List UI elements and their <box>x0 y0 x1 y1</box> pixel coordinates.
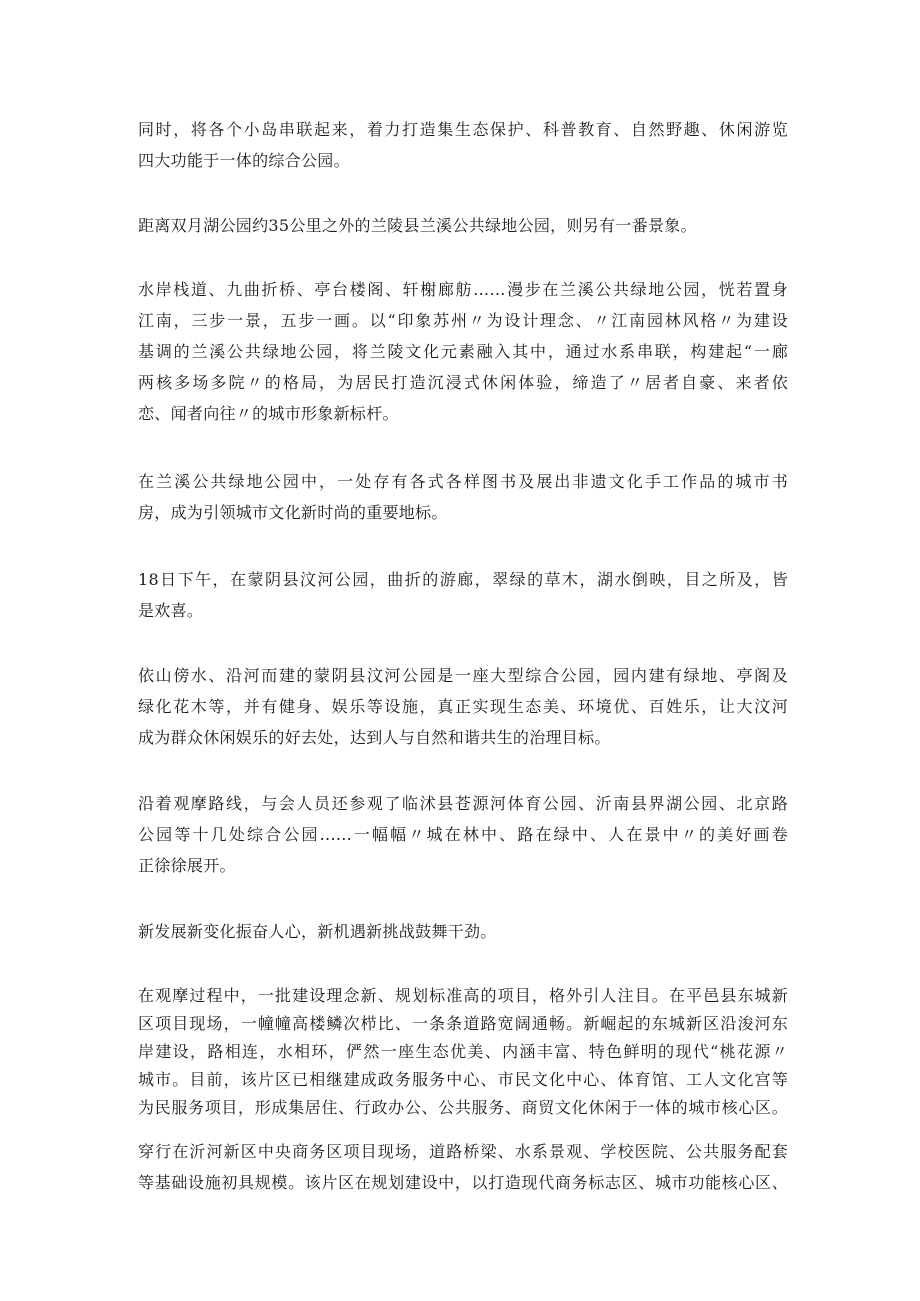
paragraph-line: 为民服务项目，形成集居住、行政办公、公共服务、商贸文化休闲于一体的城市核心区。 <box>138 1098 788 1117</box>
paragraph-line: 江南，三步一景，五步一画。以“印象苏州〃为设计理念、〃江南园林风格〃为建设 <box>138 311 788 330</box>
paragraph-line: 新发展新变化振奋人心，新机遇新挑战鼓舞干劲。 <box>138 922 497 941</box>
paragraph-line: 同时，将各个小岛串联起来，着力打造集生态保护、科普教育、自然野趣、休闲游览 <box>138 120 788 139</box>
paragraph-7 <box>138 788 788 881</box>
paragraph-1 <box>138 114 788 176</box>
paragraph-line: 依山傍水、沿河而建的蒙阴县汶河公园是一座大型综合公园，园内建有绿地、亭阁及 <box>138 666 788 685</box>
paragraph-line: 岸建设，路相连，水相环，俨然一座生态优美、内涵丰富、特色鲜明的现代“桃花源〃 <box>138 1042 788 1061</box>
paragraph-3 <box>138 274 788 429</box>
paragraph-line: 成为群众休闲娱乐的好去处，达到人与自然和谐共生的治理目标。 <box>138 728 611 747</box>
paragraph-line: 公园等十几处综合公园......一幅幅〃城在林中、路在绿中、人在景中〃的美好画卷 <box>138 825 788 844</box>
paragraph-line: 等基础设施初具规模。该片区在规划建设中，以打造现代商务标志区、城市功能核心区、 <box>138 1173 788 1192</box>
paragraph-line: 恋、闻者向往〃的城市形象新标杆。 <box>138 404 399 423</box>
paragraph-line: 在观摩过程中，一批建设理念新、规划标准高的项目，格外引人注目。在平邑县东城新 <box>138 986 788 1005</box>
paragraph-line: 穿行在沂河新区中央商务区项目现场，道路桥梁、水系景观、学校医院、公共服务配套 <box>138 1142 788 1161</box>
paragraph-10 <box>138 1136 788 1198</box>
paragraph-line: 城市。目前，该片区已相继建成政务服务中心、市民文化中心、体育馆、工人文化宫等 <box>138 1070 788 1089</box>
paragraph-line: 是欢喜。 <box>138 601 204 620</box>
paragraph-6 <box>138 660 788 753</box>
paragraph-line: 距离双月湖公园约35公里之外的兰陵县兰溪公共绿地公园，则另有一番景象。 <box>138 216 697 235</box>
paragraph-line: 水岸栈道、九曲折桥、亭台楼阁、轩榭廊舫……漫步在兰溪公共绿地公园，恍若置身 <box>138 280 788 299</box>
paragraph-line: 沿着观摩路线，与会人员还参观了临沭县苍源河体育公园、沂南县界湖公园、北京路 <box>138 794 788 813</box>
paragraph-line: 区项目现场，一幢幢高楼鳞次栉比、一条条道路宽阔通畅。新崛起的东城新区沿浚河东 <box>138 1014 788 1033</box>
paragraph-line: 两核多场多院〃的格局，为居民打造沉浸式休闲体验，缔造了〃居者自豪、来者依 <box>138 373 788 392</box>
paragraph-5 <box>138 564 788 626</box>
paragraph-line: 房，成为引领城市文化新时尚的重要地标。 <box>138 503 448 522</box>
paragraph-9 <box>138 982 788 1122</box>
paragraph-line: 18日下午，在蒙阴县汶河公园，曲折的游廊，翠绿的草木，湖水倒映，目之所及，皆 <box>138 570 788 589</box>
paragraph-2 <box>138 210 788 241</box>
paragraph-line: 基调的兰溪公共绿地公园，将兰陵文化元素融入其中，通过水系串联，构建起“一廊 <box>138 342 788 361</box>
paragraph-8 <box>138 916 788 947</box>
paragraph-4 <box>138 466 788 528</box>
paragraph-line: 四大功能于一体的综合公园。 <box>138 151 350 170</box>
paragraph-line: 绿化花木等，并有健身、娱乐等设施，真正实现生态美、环境优、百姓乐，让大汶河 <box>138 697 788 716</box>
paragraph-line: 在兰溪公共绿地公园中，一处存有各式各样图书及展出非遗文化手工作品的城市书 <box>138 472 788 491</box>
paragraph-line: 正徐徐展开。 <box>138 856 236 875</box>
